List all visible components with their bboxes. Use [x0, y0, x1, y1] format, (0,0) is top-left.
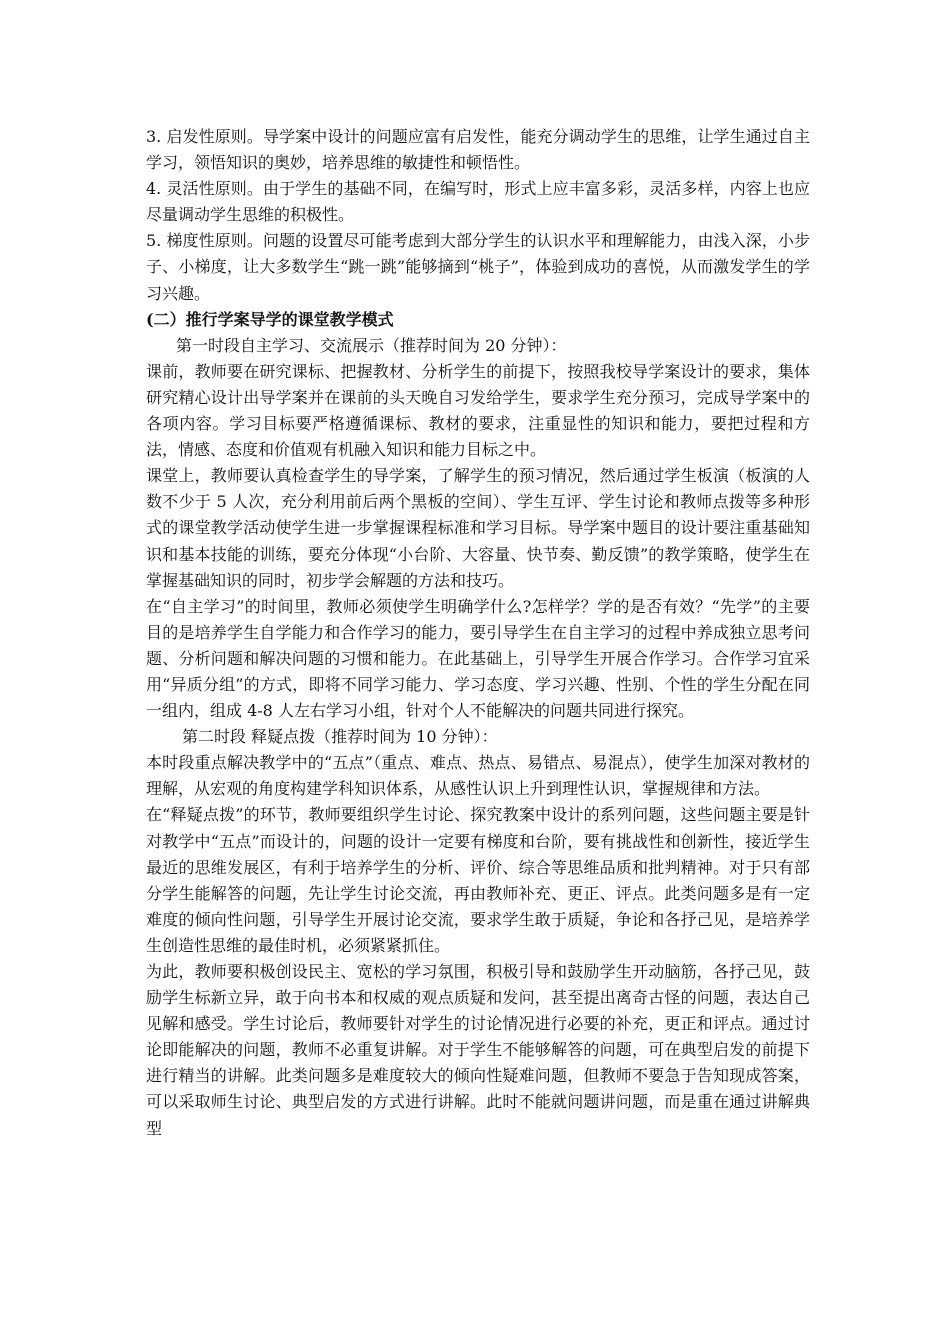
period1-paragraph: 在“自主学习”的时间里，教师必须使学生明确学什么?怎样学？学的是否有效？“先学”的主要目的是培养学生自学能力和合作学习的能力，要引导学生在自主学习的过程中养成独立思考问题、分析问题和解决问题的习惯和能力。在此基础上，引导学生开展合作学习。合作学习宜采用“异质分组”的方式，即将不同学习能力、学习态度、学习兴趣、性别、个性的学生分配在同一组内，组成 4-8 人左右学习小组，针对个人不能解决的问题共同进行探究。: [146, 596, 810, 721]
period2-paragraph: 本时段重点解决教学中的“五点”（重点、难点、热点、易错点、易混点），使学生加深对教材的理解，从宏观的角度构建学科知识体系，从感性认识上升到理性认识，掌握规律和方法。: [146, 753, 810, 799]
principle-3: 3. 启发性原则。导学案中设计的问题应富有启发性，能充分调动学生的思维，让学生通过自主学习，领悟知识的奥妙，培养思维的敏捷性和顿悟性。: [146, 127, 810, 173]
period1-title: 第一时段自主学习、交流展示（推荐时间为 20 分钟）：: [176, 335, 567, 355]
section-heading: (二）推行学案导学的课堂教学模式: [146, 309, 394, 329]
principle-4: 4. 灵活性原则。由于学生的基础不同，在编写时，形式上应丰富多彩，灵活多样，内容上也应尽量调动学生思维的积极性。: [146, 179, 810, 225]
period2-paragraph: 为此，教师要积极创设民主、宽松的学习氛围，积极引导和鼓励学生开动脑筋，各抒己见，鼓励学生标新立异，敢于向书本和权威的观点质疑和发问，甚至提出离奇古怪的问题，表达自己见解和感受。学生讨论后，教师要针对学生的讨论情况进行必要的补充，更正和评点。通过讨论即能解决的问题，教师不必重复讲解。对于学生不能够解答的问题，可在典型启发的前提下进行精当的讲解。此类问题多是难度较大的倾向性疑难问题，但教师不要急于告知现成答案，可以采取师生讨论、典型启发的方式进行讲解。此时不能就问题讲问题，而是重在通过讲解典型: [146, 962, 810, 1138]
period1-paragraph: 课堂上，教师要认真检查学生的导学案，了解学生的预习情况，然后通过学生板演（板演的人数不少于 5 人次，充分利用前后两个黑板的空间）、学生互评、学生讨论和教师点拨等多种形式的课堂教学活动使学生进一步掌握课程标准和学习目标。导学案中题目的设计要注重基础知识和基本技能的训练，要充分体现“小台阶、大容量、快节奏、勤反馈”的教学策略，使学生在掌握基础知识的同时，初步学会解题的方法和技巧。: [146, 466, 810, 590]
document-page: [146, 124, 810, 1142]
period1-paragraph: 课前，教师要在研究课标、把握教材、分析学生的前提下，按照我校导学案设计的要求，集体研究精心设计出导学案并在课前的头天晚自习发给学生，要求学生充分预习，完成导学案中的各项内容。学习目标要严格遵循课标、教材的要求，注重显性的知识和能力，要把过程和方法，情感、态度和价值观有机融入知识和能力目标之中。: [146, 361, 810, 460]
period2-paragraph: 在“释疑点拨”的环节，教师要组织学生讨论、探究教案中设计的系列问题，这些问题主要是针对教学中“五点”而设计的，问题的设计一定要有梯度和台阶，要有挑战性和创新性，接近学生最近的思维发展区，有利于培养学生的分析、评价、综合等思维品质和批判精神。对于只有部分学生能解答的问题，先让学生讨论交流，再由教师补充、更正、评点。此类问题多是有一定难度的倾向性问题，引导学生开展讨论交流，要求学生敢于质疑，争论和各抒己见，是培养学生创造性思维的最佳时机，必须紧紧抓住。: [146, 805, 810, 955]
period2-title: 第二时段 释疑点拨（推荐时间为 10 分钟）：: [182, 727, 498, 747]
principle-5: 5. 梯度性原则。问题的设置尽可能考虑到大部分学生的认识水平和理解能力，由浅入深，小步子、小梯度，让大多数学生“跳一跳”能够摘到“桃子”，体验到成功的喜悦，从而激发学生的学习兴趣。: [146, 231, 810, 303]
